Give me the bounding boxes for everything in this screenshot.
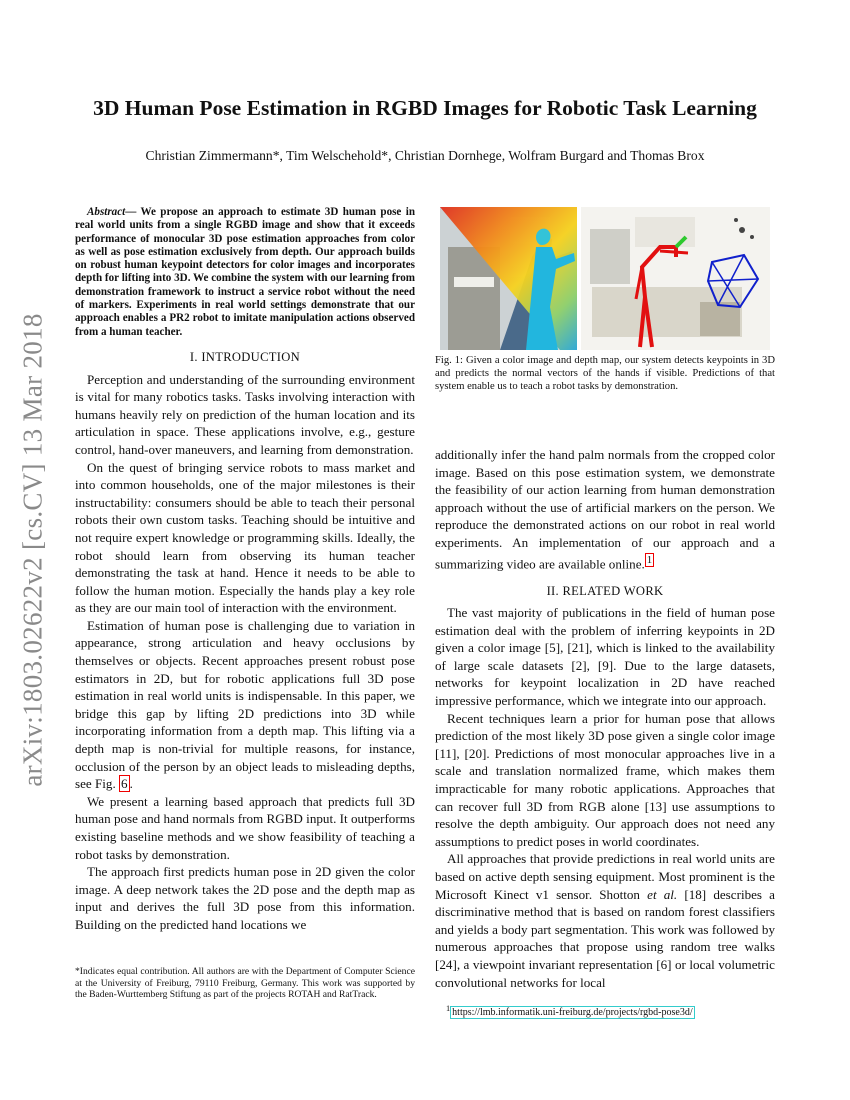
paper-title: 3D Human Pose Estimation in RGBD Images for Robotic Task Learning <box>93 96 757 120</box>
figure-1 <box>440 207 770 350</box>
depth-color-image-panel <box>440 207 577 350</box>
footnote-mark: 1 <box>446 1004 451 1013</box>
paper-authors: Christian Zimmermann*, Tim Welschehold*, Christian Dornhege, Wolfram Burgard and Thomas Brox <box>145 148 705 163</box>
abstract-dash: — <box>125 206 141 218</box>
section-heading-related-work: II. RELATED WORK <box>546 583 664 598</box>
abstract-text: We propose an approach to estimate 3D human pose in real world units from a single RGBD image and show that it exceeds performance of monocular 3D pose estimation approaches from color as well as pose estimation exclusively from depth. Our approach builds on robust human keypoint detectors for color images and incorporates depth for lifting into 3D. We combine the system with our learning from demonstration framework to instruct a service robot without the need of markers. Experiments in real world settings demonstrate that our approach enables a PR2 robot to imitate manipulation actions observed from a human teacher. <box>75 206 415 338</box>
related-p3-text-a: All approaches that provide predictions in real world units are based on active depth sensing equipment. Most prominent is the Microsoft Kinect v1 sensor. Shotton <box>435 851 775 902</box>
right-p1-text: additionally infer the hand palm normals from the cropped color image. Based on this pose estimation system, we demonstrate the feasibility of our action learning from human demonstration approach without the use of artificial markers on the person. We reproduce the demonstrated actions on our robot in real world experiments. An implementation of our approach and a summarizing video are available online. <box>435 447 775 571</box>
figure-1-caption: Fig. 1: Given a color image and depth map, our system detects keypoints in 3D and predicts the normal vectors of the hands if visible. Predictions of that system enable us to teach a robot tasks by demonstration. <box>435 355 775 392</box>
related-paragraph-1: The vast majority of publications in the field of human pose estimation deal with the problem of inferring keypoints in 2D given a color image [5], [21], which is linked to the availability of large scale datasets [2], [9]. Due to the large datasets, networks for keypoint localization in 2D have reached impressive performance, which we integrate into our approach. <box>435 605 775 709</box>
intro-paragraph-3 <box>75 617 415 793</box>
section-heading-introduction: I. INTRODUCTION <box>189 349 301 364</box>
related-p3-et-al: et al. <box>647 886 678 902</box>
right-paragraph-1 <box>435 446 775 573</box>
related-p3-text-b: [18] describes a discriminative method that is based on random forest classifiers and yields a body part segmentation. This work was followed by numerous approaches that propose using random tree walks [24], a viewpoint invariant representation [6] or local volumetric convolutional networks for local <box>435 886 775 990</box>
footnote-1-link[interactable]: 1 <box>646 553 653 566</box>
abstract <box>75 206 415 339</box>
intro-paragraph-1: Perception and understanding of the surrounding environment is vital for many robotics tasks. Tasks involving interaction with humans heavily rely on prediction of the human location and its articulation in space. These applications involve, e.g., gesture control, hand-over maneuvers, and learning from demonstration. <box>75 371 415 457</box>
intro-p3-end: . <box>129 776 133 792</box>
intro-paragraph-2: On the quest of bringing service robots to mass market and into common households, one of the major milestones is their instructability: consumers should be able to teach their personal robots their own custom tasks. Teaching should be intuitive and not require expert knowledge or programming skills. Ideally, the robot should learn from observing its human teacher demonstrating the task at hand. Hence it needs to be able to follow the human motion. Especially the hands play a key role as they are our main tool of interaction with the environment. <box>75 459 415 616</box>
intro-paragraph-4: We present a learning based approach that predicts full 3D human pose and hand normals from RGBD input. It outperforms existing baseline methods and we show feasibility of teaching a robot tasks by demonstration. <box>75 793 415 862</box>
related-paragraph-3 <box>435 850 775 991</box>
related-paragraph-2: Recent techniques learn a prior for human pose that allows prediction of the most likely 3D pose given a single color image [11], [20]. Predictions of most monocular approaches live in a scale and translation normalized frame, which makes them impracticable for many robotic applications. Approaches that can recover full 3D from RGB alone [13] use assumptions to resolve the depth ambiguity. Our approach does not need any assumptions to predict poses in world coordinates. <box>435 710 775 849</box>
left-column <box>75 206 415 934</box>
intro-paragraph-5: The approach first predicts human pose in 2D given the color image. A deep network takes the 2D pose and the depth map as input and derives the full 3D pose from this information. Building on the predicted hand locations we <box>75 864 415 932</box>
abstract-label: Abstract <box>87 206 126 218</box>
footnote-affiliations: *Indicates equal contribution. All authors are with the Department of Computer Science at the University of Freiburg, 79110 Freiburg, Germany. This work was supported by the Baden-Wurttemberg Stiftung as part of the projects ROTAH and RatTrack. <box>75 966 415 1001</box>
figure-6-reference-link[interactable]: 6 <box>121 776 128 792</box>
3d-pointcloud-panel <box>581 207 770 350</box>
arxiv-id-text: arXiv:1803.02622v2 [cs.CV] 13 Mar 2018 <box>17 313 48 787</box>
project-url-link[interactable]: https://lmb.informatik.uni-freiburg.de/projects/rgbd-pose3d/ <box>452 1007 693 1019</box>
intro-p3-text: Estimation of human pose is challenging due to variation in appearance, strong articulation and heavy occlusions by themselves or objects. Recent approaches present robust pose estimators in 2D, but for robotic applications full 3D pose estimation in real world units is indispensable. In this paper, we bridge this gap by lifting 2D predictions into 3D while incorporating information from a depth map. This lifting via a depth map is non-trivial for multiple reasons, for instance, occlusion of the person by an object leads to misleading depths, see Fig. <box>75 617 415 792</box>
right-column <box>435 446 775 991</box>
arxiv-identifier <box>10 270 56 830</box>
footnote-url <box>446 1004 695 1018</box>
